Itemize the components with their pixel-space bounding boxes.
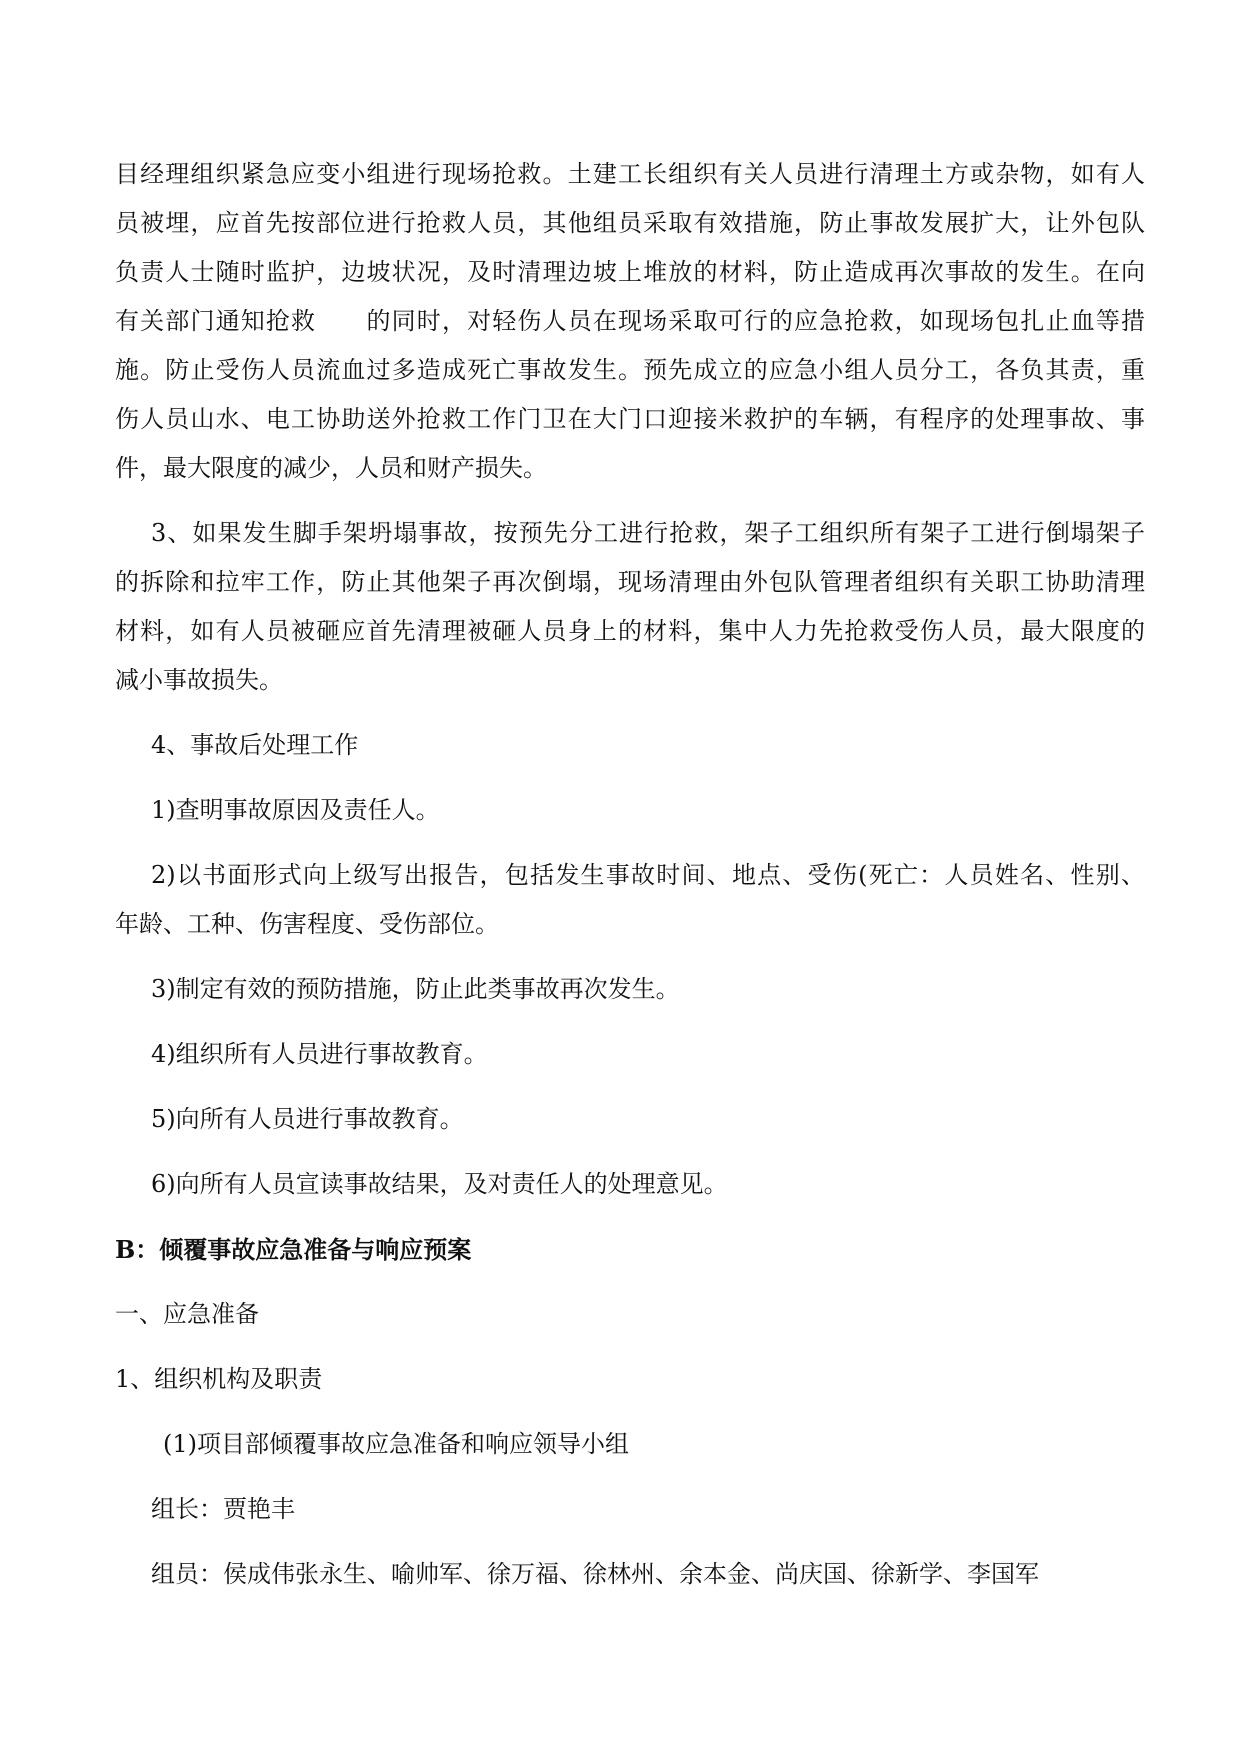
organization-heading: 1、组织机构及职责 bbox=[115, 1365, 323, 1393]
text-line: 施。防止受伤人员流血过多造成死亡事故发生。预先成立的应急小组人员分工，各负其责，重 bbox=[115, 356, 1145, 384]
text-line: 有关部门通知抢救 的同时，对轻伤人员在现场采取可行的应急抢救，如现场包扎止血等措 bbox=[115, 307, 1145, 335]
group-members: 组员：侯成伟张永生、喻帅军、徐万福、徐林州、余本金、尚庆国、徐新学、李国军 bbox=[151, 1560, 1039, 1588]
text-line: 员被埋，应首先按部位进行抢救人员，其他组员采取有效措施，防止事故发展扩大，让外包队 bbox=[115, 209, 1145, 237]
group-leader: 组长：贾艳丰 bbox=[151, 1495, 295, 1523]
text-line: 目经理组织紧急应变小组进行现场抢救。土建工长组织有关人员进行清理土方或杂物，如有人 bbox=[115, 160, 1145, 188]
post-accident-heading: 4、事故后处理工作 bbox=[151, 731, 359, 759]
list-item: 6)向所有人员宣读事故结果，及对责任人的处理意见。 bbox=[151, 1170, 728, 1198]
text-line: 3、如果发生脚手架坍塌事故，按预先分工进行抢救，架子工组织所有架子工进行倒塌架子 bbox=[151, 519, 1145, 547]
list-item: 5)向所有人员进行事故教育。 bbox=[151, 1105, 464, 1133]
list-item: 3)制定有效的预防措施，防止此类事故再次发生。 bbox=[151, 975, 680, 1003]
section-heading: B：倾覆事故应急准备与响应预案 bbox=[115, 1235, 472, 1264]
text-line: 减小事故损失。 bbox=[115, 666, 283, 694]
text-line: 2)以书面形式向上级写出报告，包括发生事故时间、地点、受伤(死亡：人员姓名、性别、 bbox=[151, 861, 1145, 889]
text-line: 的拆除和拉牢工作，防止其他架子再次倒塌，现场清理由外包队管理者组织有关职工协助清理 bbox=[115, 568, 1145, 596]
text-line: 件，最大限度的减少，人员和财产损失。 bbox=[115, 454, 547, 482]
text-line: 负责人士随时监护，边坡状况，及时清理边坡上堆放的材料，防止造成再次事故的发生。在向 bbox=[115, 258, 1145, 286]
leading-group-title: (1)项目部倾覆事故应急准备和响应领导小组 bbox=[163, 1430, 629, 1458]
list-item: 4)组织所有人员进行事故教育。 bbox=[151, 1040, 488, 1068]
list-item bbox=[115, 851, 1145, 949]
text-line: 伤人员山水、电工协助送外抢救工作门卫在大门口迎接米救护的车辆，有程序的处理事故、事 bbox=[115, 405, 1145, 433]
list-item: 1)查明事故原因及责任人。 bbox=[151, 796, 440, 824]
document-body bbox=[115, 150, 1145, 1615]
text-line: 年龄、工种、伤害程度、受伤部位。 bbox=[115, 910, 499, 938]
text-line: 材料，如有人员被砸应首先清理被砸人员身上的材料，集中人力先抢救受伤人员，最大限度的 bbox=[115, 617, 1145, 645]
scaffold-collapse-paragraph bbox=[115, 509, 1145, 705]
rescue-procedure-paragraph bbox=[115, 150, 1145, 493]
subsection-heading: 一、应急准备 bbox=[115, 1300, 259, 1328]
